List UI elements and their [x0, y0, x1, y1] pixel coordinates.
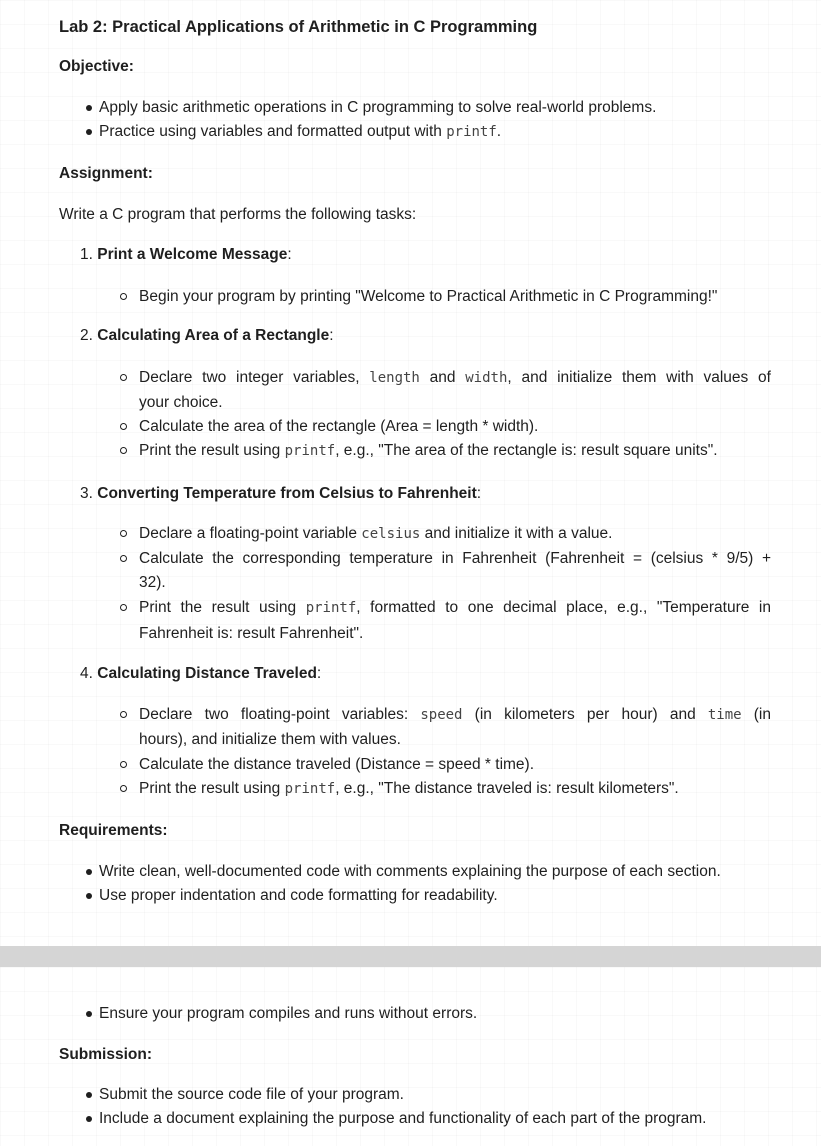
task-2-item-cont: your choice. [139, 394, 223, 411]
task-1-item: Begin your program by printing "Welcome to Practical Arithmetic in C Programming!" [139, 288, 718, 305]
sub-bullet [120, 447, 127, 454]
inline-code: time [707, 707, 742, 723]
sub-bullet [120, 374, 127, 381]
sub-bullet [120, 530, 127, 537]
inline-code: speed [420, 707, 463, 723]
bullet [86, 1011, 92, 1017]
task-2-item: Declare two integer variables, length and width, and initialize them with values of [139, 369, 771, 386]
task-2-item: Calculate the area of the rectangle (Area = length * width). [139, 418, 539, 435]
inline-code: printf [446, 124, 497, 140]
inline-code: printf [284, 781, 336, 797]
submission-item: Submit the source code file of your program. [99, 1086, 404, 1103]
inline-code: printf [284, 443, 336, 459]
submission-item: Include a document explaining the purpose and functionality of each part of the program. [99, 1110, 707, 1127]
requirement-item: Ensure your program compiles and runs without errors. [99, 1005, 478, 1022]
assignment-intro: Write a C program that performs the following tasks: [59, 206, 417, 223]
sub-bullet [120, 711, 127, 718]
sub-bullet [120, 555, 127, 562]
bullet [86, 869, 92, 875]
submission-heading: Submission: [59, 1046, 153, 1063]
sub-bullet [120, 423, 127, 430]
sub-bullet [120, 785, 127, 792]
task-4-item: Calculate the distance traveled (Distance = speed * time). [139, 756, 535, 773]
inline-code: printf [305, 600, 357, 616]
task-2-heading: 2. Calculating Area of a Rectangle: [80, 327, 334, 344]
page-separator [0, 946, 821, 967]
task-3-item-cont: 32). [139, 574, 166, 591]
task-4-item-cont: hours), and initialize them with values. [139, 731, 401, 748]
requirements-heading: Requirements: [59, 822, 168, 839]
document-page-2 [0, 967, 821, 1146]
task-3-item: Declare a floating-point variable celsius and initialize it with a value. [139, 525, 613, 542]
requirement-item: Write clean, well-documented code with comments explaining the purpose of each section. [99, 863, 721, 880]
bullet [86, 893, 92, 899]
task-4-item: Print the result using printf, e.g., "The distance traveled is: result kilometers". [139, 780, 679, 797]
inline-code: width [465, 370, 508, 386]
task-1-heading: 1. Print a Welcome Message: [80, 246, 292, 263]
task-3-item-cont: Fahrenheit is: result Fahrenheit". [139, 625, 364, 642]
task-3-heading: 3. Converting Temperature from Celsius to Fahrenheit: [80, 485, 482, 502]
task-4-heading: 4. Calculating Distance Traveled: [80, 665, 322, 682]
objective-heading: Objective: [59, 58, 134, 75]
bullet [86, 1116, 92, 1122]
objective-item: Practice using variables and formatted output with printf. [99, 123, 502, 140]
objective-item: Apply basic arithmetic operations in C programming to solve real-world problems. [99, 99, 657, 116]
task-3-item: Print the result using printf, formatted to one decimal place, e.g., "Temperature in [139, 599, 771, 616]
inline-code: length [369, 370, 420, 386]
sub-bullet [120, 761, 127, 768]
inline-code: celsius [361, 526, 421, 542]
requirement-item: Use proper indentation and code formatting for readability. [99, 887, 498, 904]
task-3-item: Calculate the corresponding temperature in Fahrenheit (Fahrenheit = (celsius * 9/5) + [139, 550, 771, 567]
sub-bullet [120, 604, 127, 611]
task-4-item: Declare two floating-point variables: speed (in kilometers per hour) and time (in [139, 706, 771, 723]
assignment-heading: Assignment: [59, 165, 153, 182]
bullet [86, 1092, 92, 1098]
bullet [86, 105, 92, 111]
task-2-item: Print the result using printf, e.g., "The area of the rectangle is: result square units". [139, 442, 718, 459]
page-title: Lab 2: Practical Applications of Arithmetic in C Programming [59, 18, 538, 36]
sub-bullet [120, 293, 127, 300]
bullet [86, 129, 92, 135]
